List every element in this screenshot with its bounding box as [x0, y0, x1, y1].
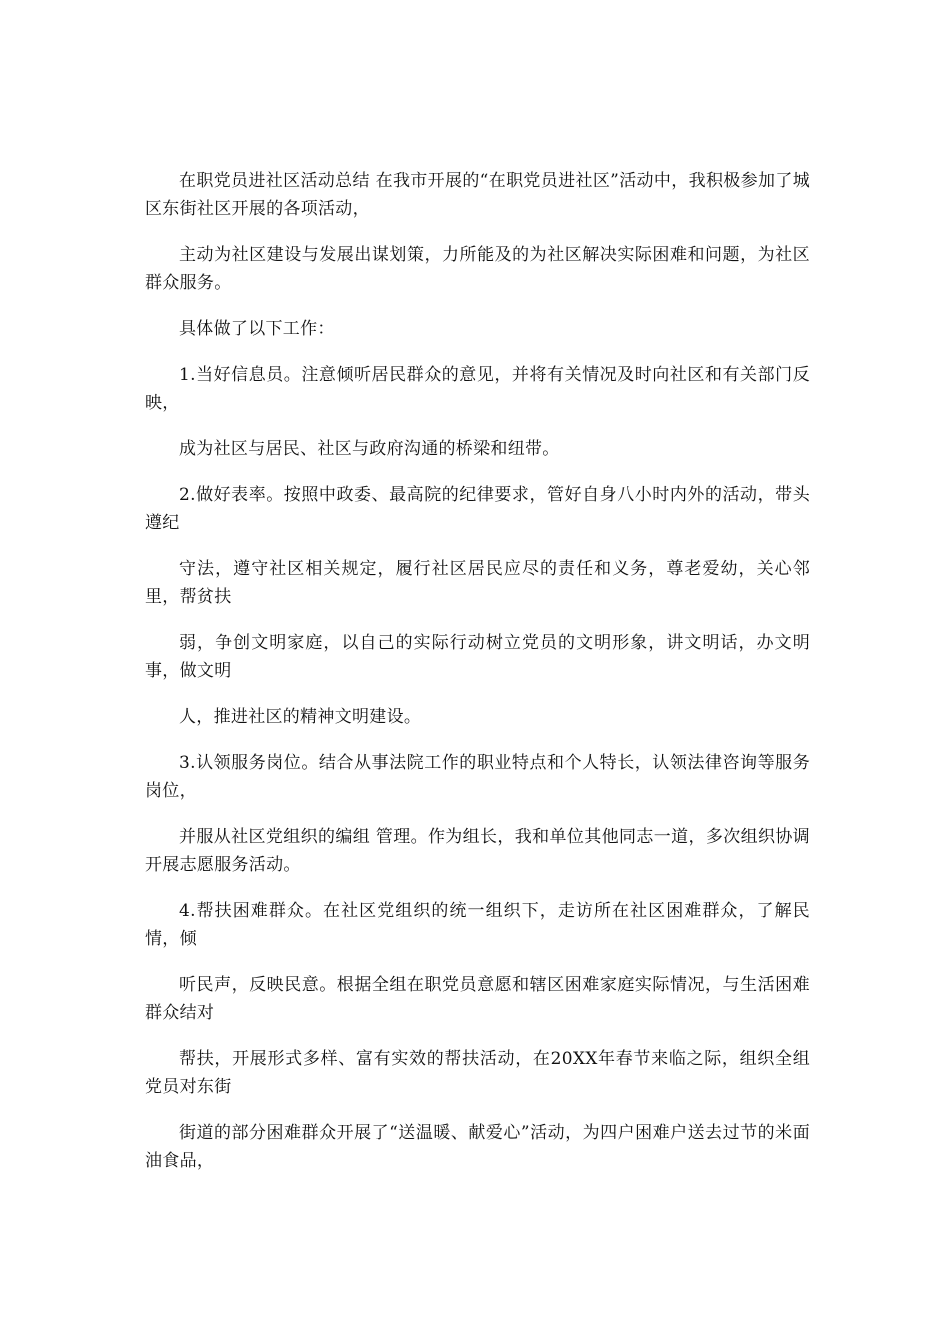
paragraph-6: 2.做好表率。按照中政委、最高院的纪律要求，管好自身八小时内外的活动，带头遵纪 — [145, 485, 810, 533]
paragraph-8: 弱，争创文明家庭，以自己的实际行动树立党员的文明形象，讲文明话，办文明事，做文明 — [145, 633, 810, 681]
paragraph-2: 主动为社区建设与发展出谋划策，力所能及的为社区解决实际困难和问题，为社区群众服务。 — [145, 245, 810, 293]
paragraph-4: 1.当好信息员。注意倾听居民群众的意见，并将有关情况及时向社区和有关部门反映， — [145, 365, 810, 413]
paragraph-12: 4.帮扶困难群众。在社区党组织的统一组织下，走访所在社区困难群众，了解民情，倾 — [145, 901, 810, 949]
paragraph-7: 守法，遵守社区相关规定，履行社区居民应尽的责任和义务，尊老爱幼，关心邻里，帮贫扶 — [145, 559, 810, 607]
paragraph-14: 帮扶，开展形式多样、富有实效的帮扶活动，在20XX年春节来临之际，组织全组党员对东街 — [145, 1049, 810, 1097]
paragraph-15: 街道的部分困难群众开展了“送温暖、献爱心”活动，为四户困难户送去过节的米面油食品， — [145, 1123, 810, 1171]
paragraph-9: 人，推进社区的精神文明建设。 — [179, 707, 422, 727]
document-body — [145, 167, 810, 1193]
paragraph-5: 成为社区与居民、社区与政府沟通的桥梁和纽带。 — [179, 439, 560, 459]
paragraph-13: 听民声，反映民意。根据全组在职党员意愿和辖区困难家庭实际情况，与生活困难群众结对 — [145, 975, 810, 1023]
paragraph-11: 并服从社区党组织的编组 管理。作为组长，我和单位其他同志一道，多次组织协调开展志愿服务活动。 — [145, 827, 810, 875]
paragraph-3: 具体做了以下工作： — [179, 319, 335, 339]
paragraph-1: 在职党员进社区活动总结 在我市开展的“在职党员进社区”活动中，我积极参加了城区东街社区开展的各项活动， — [145, 171, 810, 219]
paragraph-10: 3.认领服务岗位。结合从事法院工作的职业特点和个人特长，认领法律咨询等服务岗位， — [145, 753, 810, 801]
